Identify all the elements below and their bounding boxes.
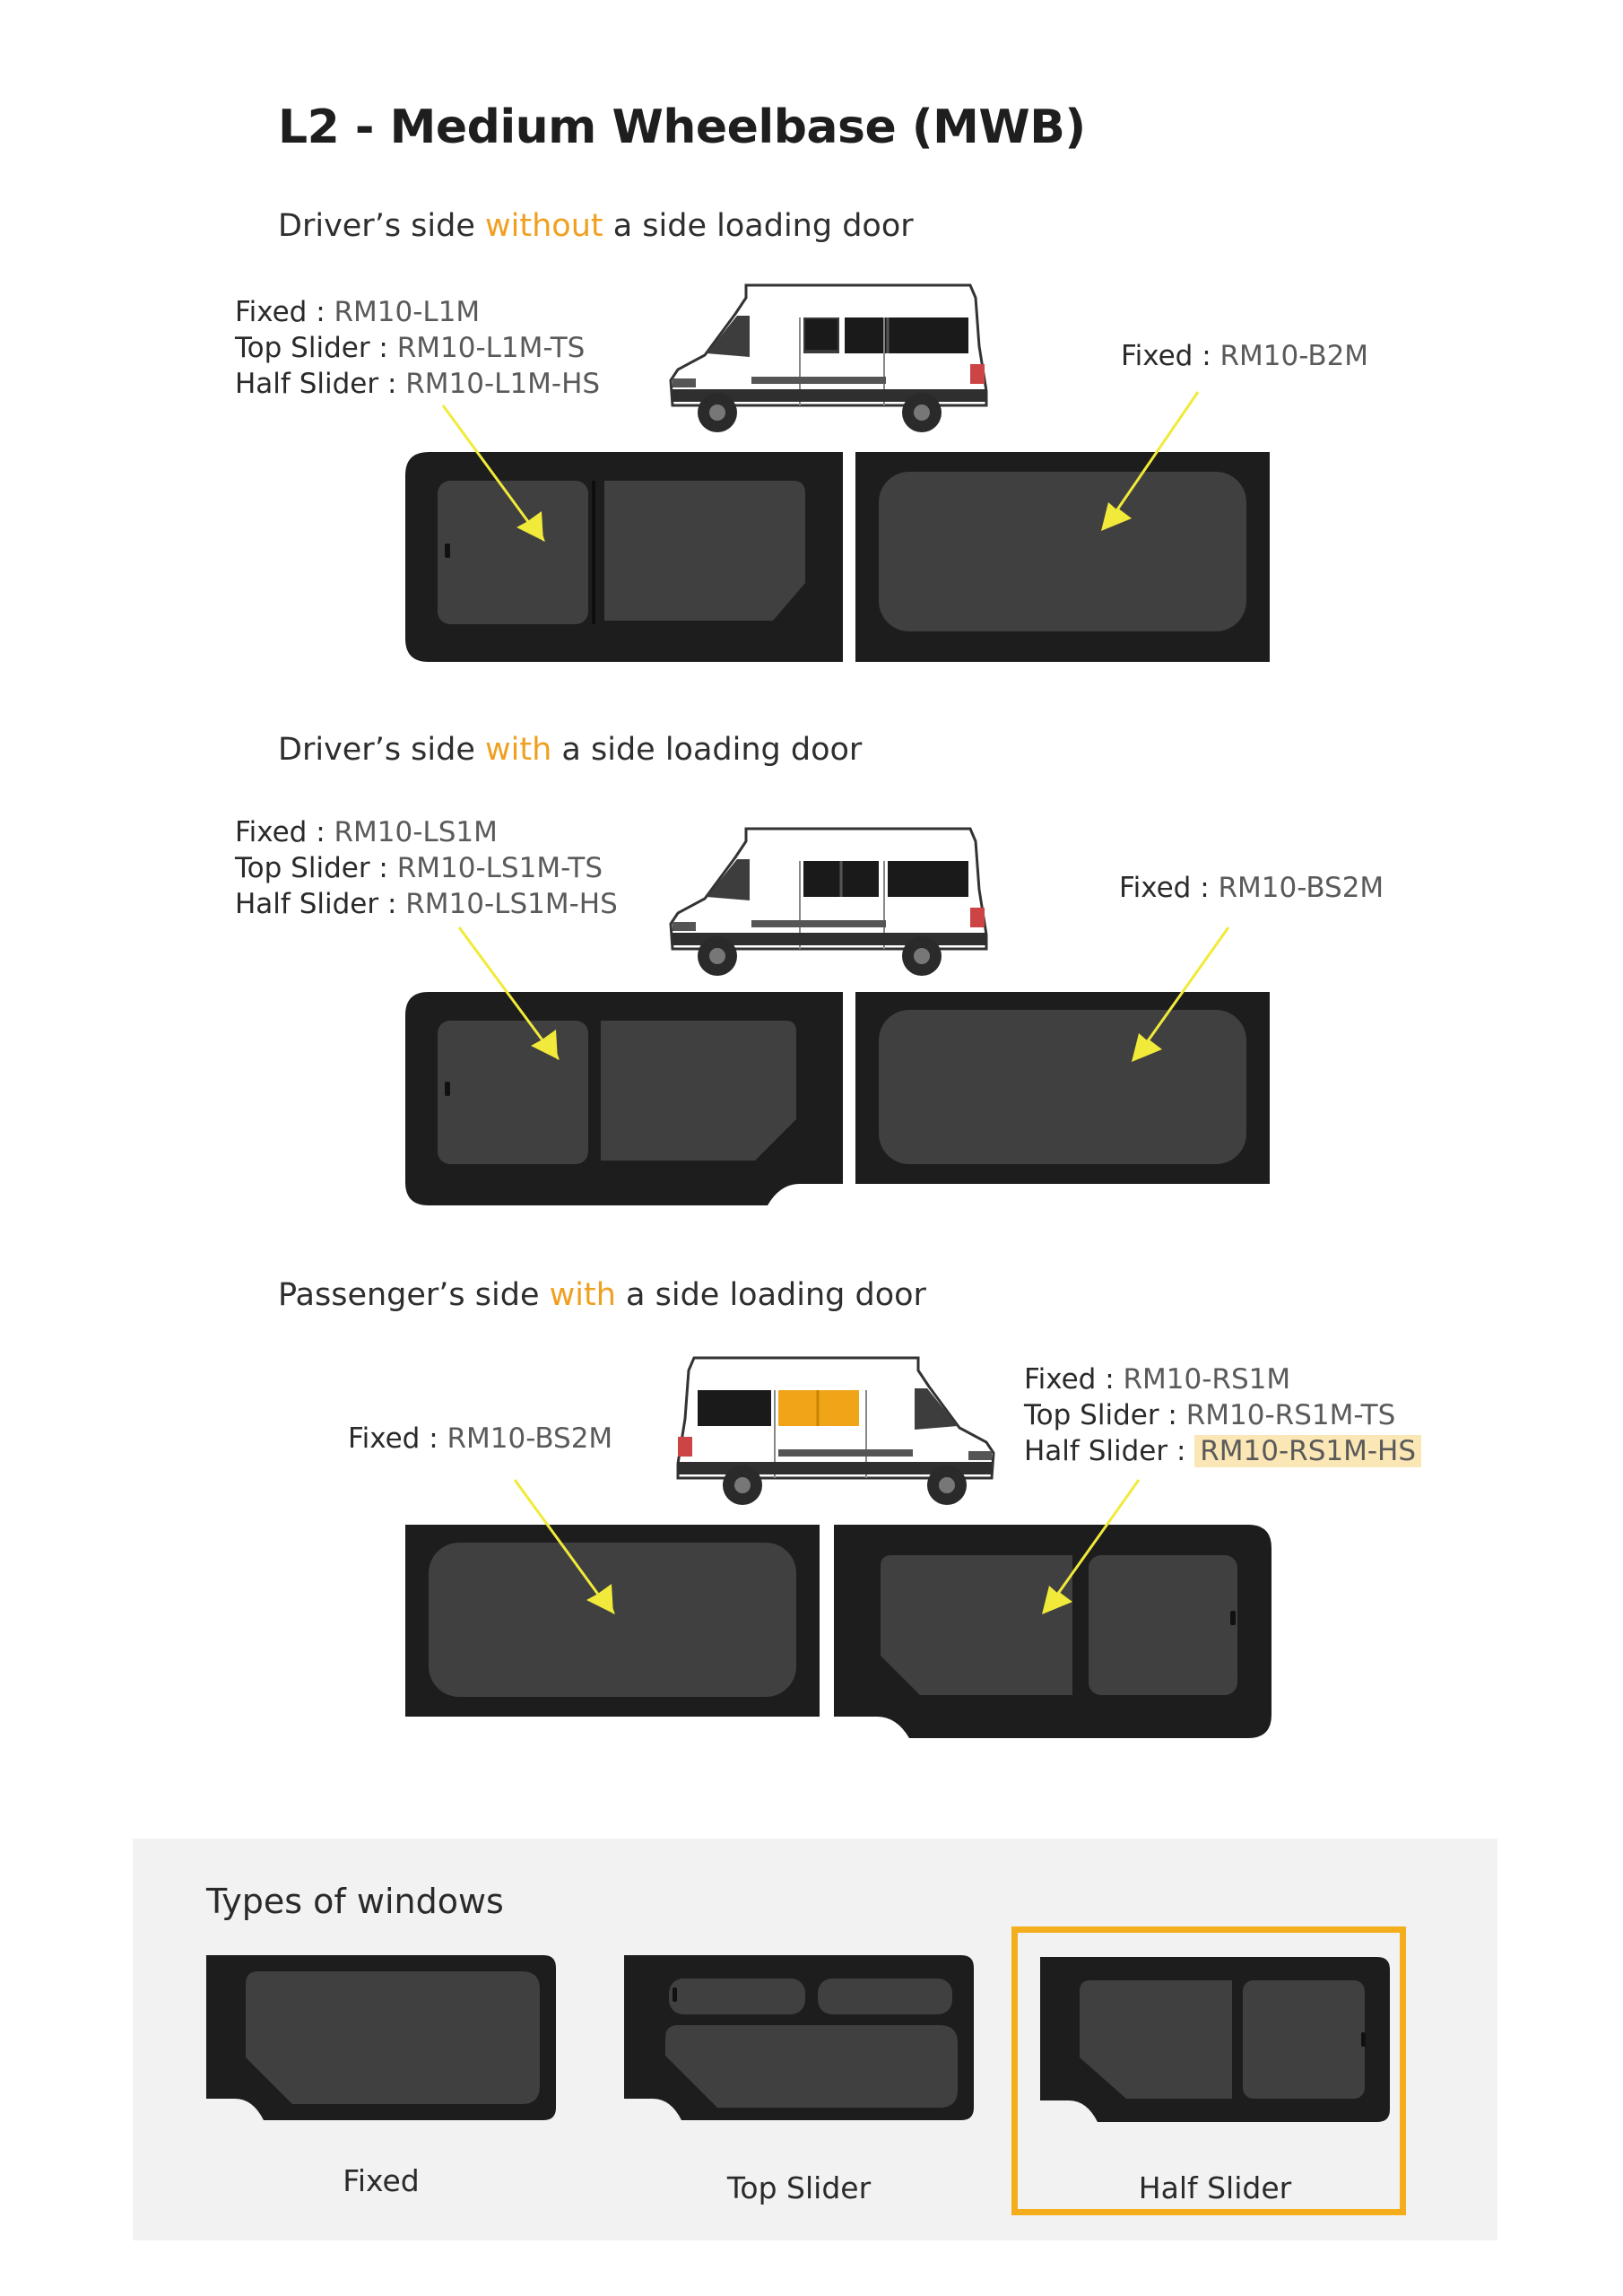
part-code: RM10-B2M xyxy=(1219,340,1369,372)
window-type: Fixed xyxy=(1121,340,1193,372)
window-type: Top Slider xyxy=(235,332,370,364)
subtitle-text-after: a side loading door xyxy=(551,732,863,768)
types-title: Types of windows xyxy=(206,1882,504,1921)
separator: : xyxy=(369,332,397,364)
part-code: RM10-LS1M xyxy=(334,816,498,848)
part-code: RM10-LS1M-HS xyxy=(405,888,618,920)
separator: : xyxy=(378,368,406,400)
separator: : xyxy=(369,852,397,884)
part-code: RM10-L1M-TS xyxy=(396,332,586,364)
separator: : xyxy=(1193,340,1220,372)
subtitle-highlight: with xyxy=(485,732,552,768)
window-type: Half Slider xyxy=(1024,1435,1168,1467)
half-slider-window-icon xyxy=(1040,1957,1390,2122)
window-type: Fixed xyxy=(348,1422,421,1455)
type-label-half-slider: Half Slider xyxy=(1138,2170,1292,2205)
subtitle-text-before: Driver’s side xyxy=(278,732,486,768)
part-code: RM10-BS2M xyxy=(1218,872,1384,904)
part-code: RM10-RS1M xyxy=(1123,1363,1291,1396)
separator: : xyxy=(1191,872,1219,904)
highlighted-part-code: RM10-RS1M-HS xyxy=(1194,1435,1421,1467)
window-type: Fixed xyxy=(235,816,308,848)
part-code: RM10-RS1M-TS xyxy=(1185,1399,1396,1431)
part-code: RM10-BS2M xyxy=(447,1422,613,1455)
window-type: Top Slider xyxy=(1024,1399,1159,1431)
window-type: Fixed xyxy=(1024,1363,1097,1396)
separator: : xyxy=(307,296,334,328)
type-label-top-slider: Top Slider xyxy=(726,2170,872,2205)
page-title: L2 - Medium Wheelbase (MWB) xyxy=(278,100,1086,154)
window-type: Half Slider xyxy=(235,368,379,400)
separator: : xyxy=(378,888,406,920)
subtitle-text-before: Driver’s side xyxy=(278,208,486,244)
window-type: Fixed xyxy=(1119,872,1192,904)
subtitle-text-after: a side loading door xyxy=(603,208,914,244)
subtitle-text-before: Passenger’s side xyxy=(278,1277,550,1313)
subtitle-highlight: with xyxy=(549,1277,616,1313)
type-label-fixed: Fixed xyxy=(343,2163,420,2198)
top-slider-window-icon xyxy=(624,1955,974,2120)
part-code: RM10-L1M xyxy=(334,296,481,328)
window-type: Fixed xyxy=(235,296,308,328)
window-type: Half Slider xyxy=(235,888,379,920)
window-type: Top Slider xyxy=(235,852,370,884)
part-code: RM10-LS1M-TS xyxy=(396,852,603,884)
separator: : xyxy=(1159,1399,1186,1431)
separator: : xyxy=(420,1422,447,1455)
separator: : xyxy=(1167,1435,1195,1467)
fixed-window-icon xyxy=(206,1955,556,2120)
subtitle-highlight: without xyxy=(485,208,603,244)
part-code: RM10-L1M-HS xyxy=(405,368,601,400)
subtitle-text-after: a side loading door xyxy=(615,1277,926,1313)
separator: : xyxy=(307,816,334,848)
separator: : xyxy=(1096,1363,1124,1396)
